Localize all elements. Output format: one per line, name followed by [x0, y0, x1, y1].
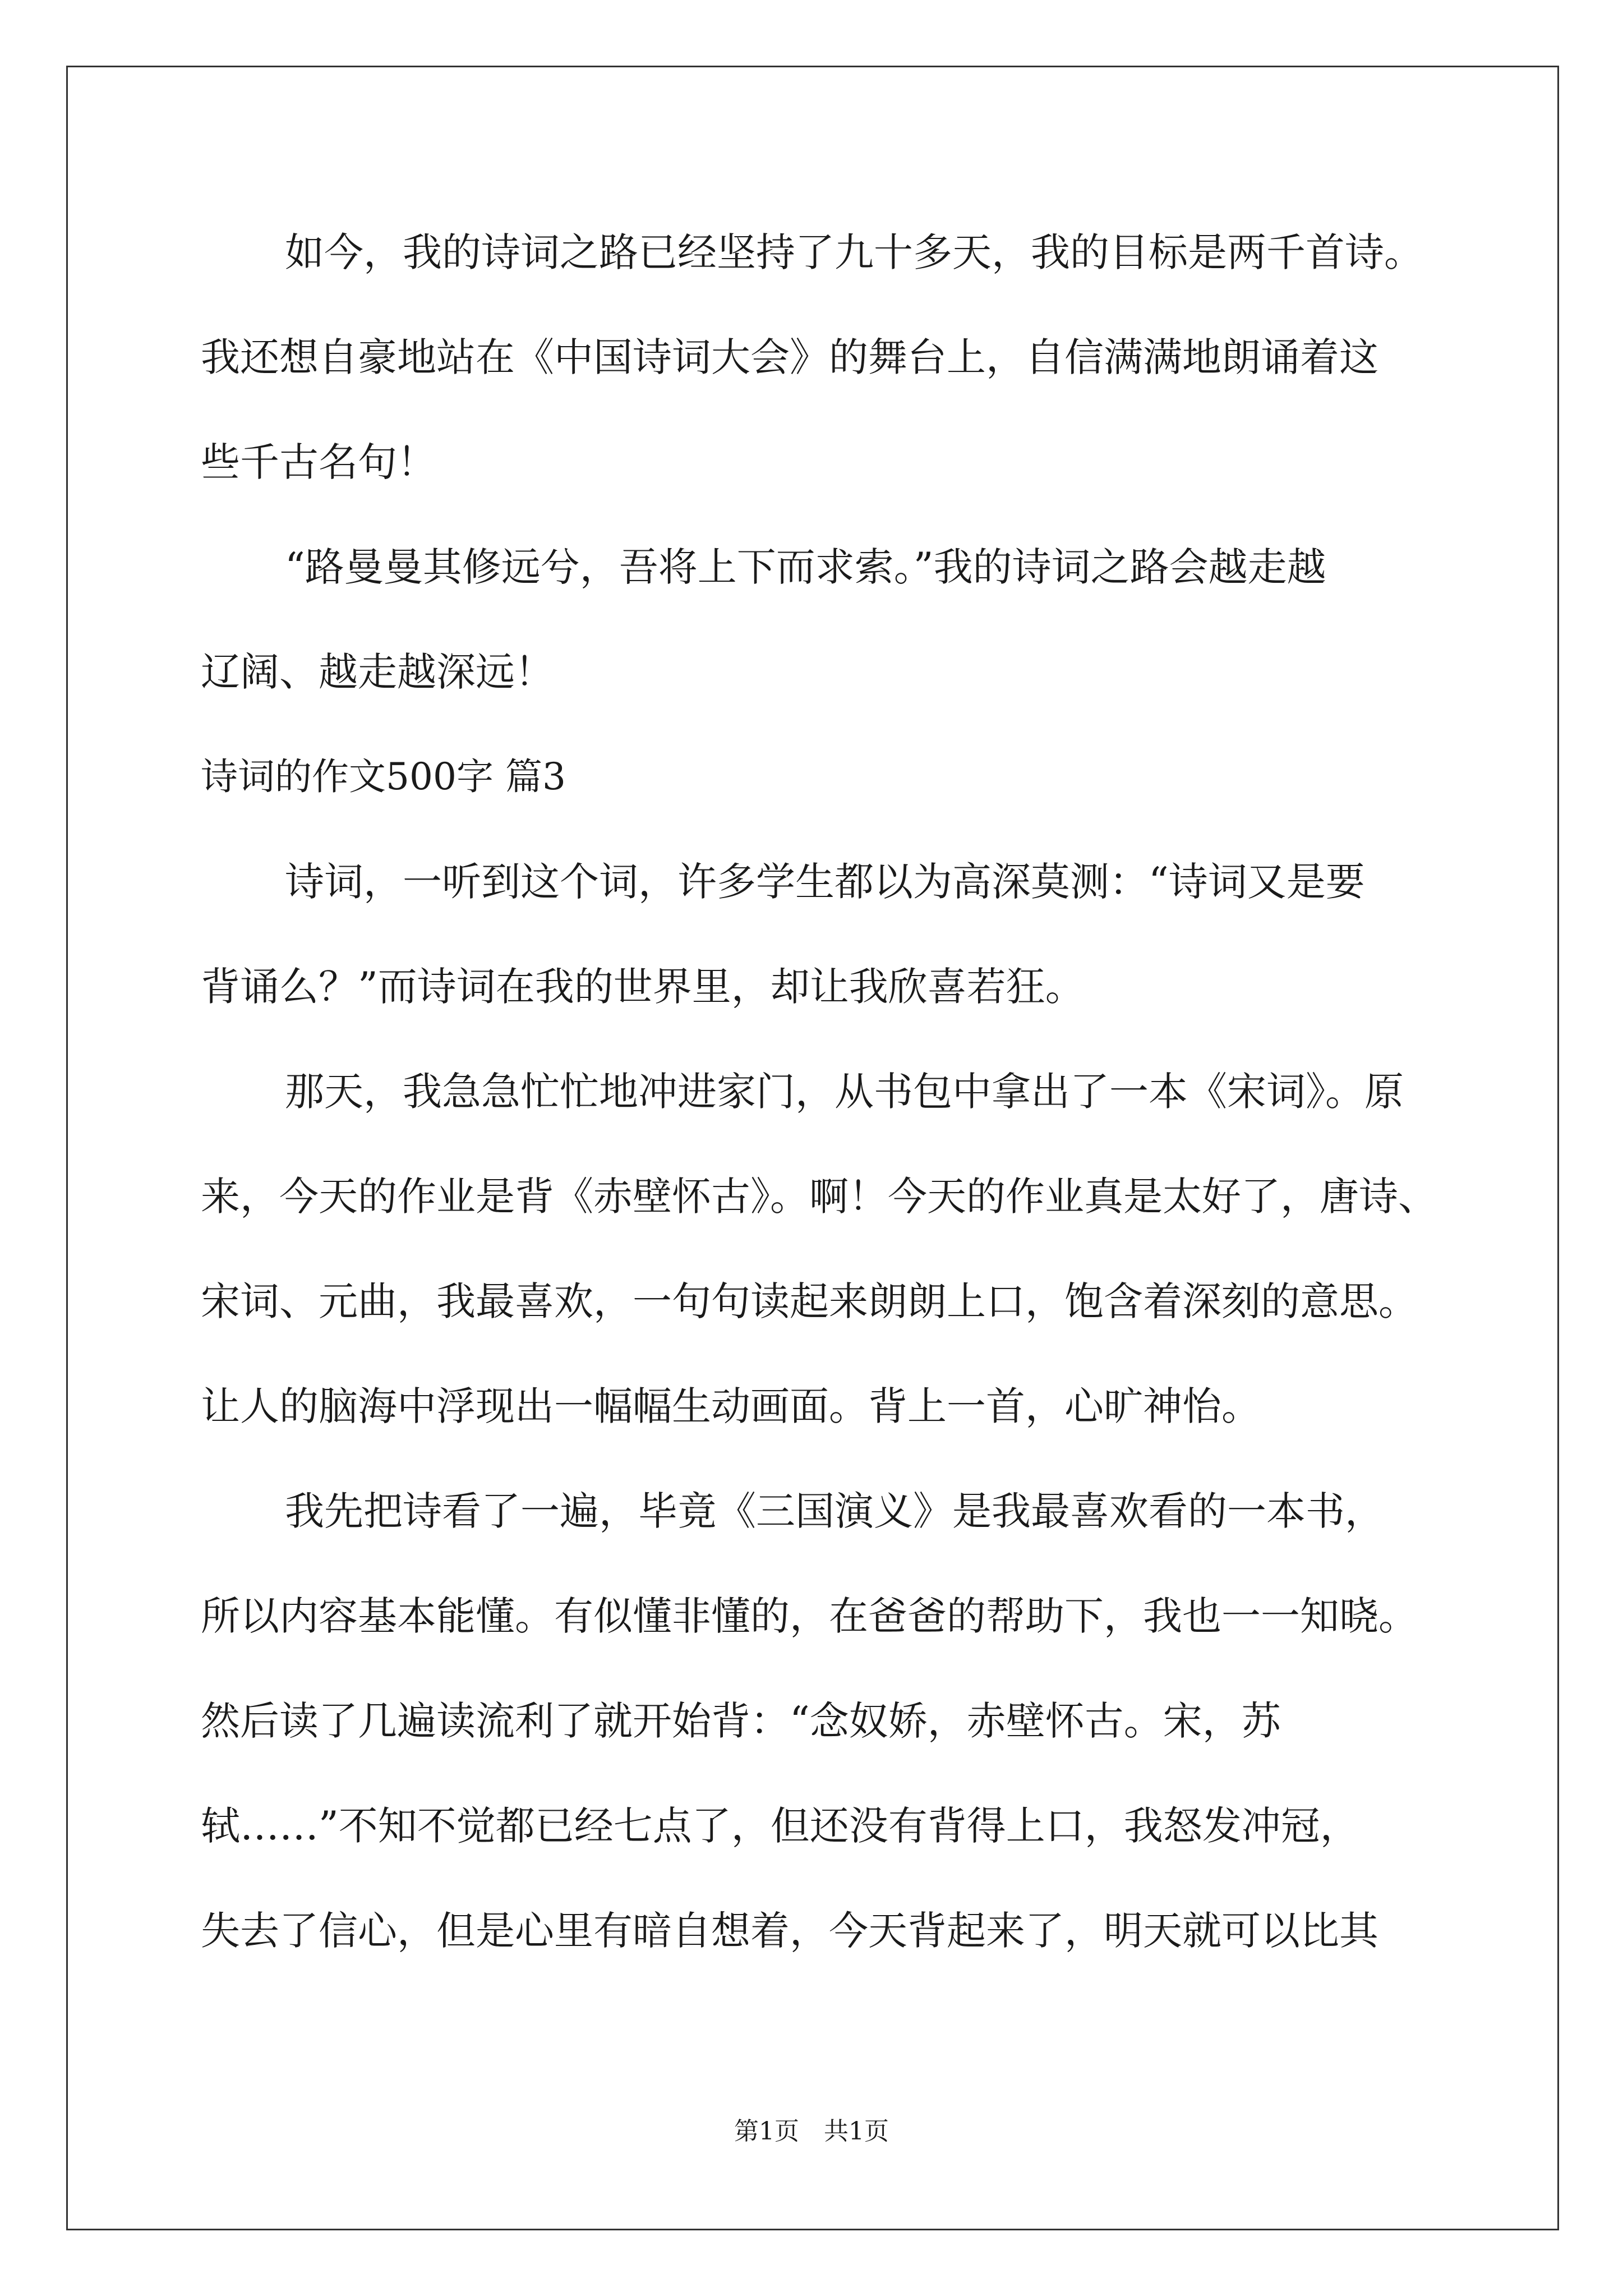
page-number: 第1页 共1页	[734, 2117, 889, 2146]
section-heading: 诗词的作文500字 篇3	[201, 755, 566, 798]
text-line: 让人的脑海中浮现出一幅幅生动画面。背上一首，心旷神怡。	[201, 1383, 1261, 1429]
text-line: 来，今天的作业是背《赤壁怀古》。啊！今天的作业真是太好了，唐诗、	[201, 1174, 1437, 1220]
text-line: 宋词、元曲，我最喜欢，一句句读起来朗朗上口，饱含着深刻的意思。	[201, 1278, 1418, 1324]
text-line: 些千古名句！	[201, 439, 436, 485]
text-line: 失去了信心，但是心里有暗自想着，今天背起来了，明天就可以比其	[201, 1908, 1378, 1954]
text-line: 如今，我的诗词之路已经坚持了九十多天，我的目标是两千首诗。	[285, 229, 1423, 275]
text-line: 辽阔、越走越深远！	[201, 649, 554, 695]
text-line: 诗词，一听到这个词，许多学生都以为高深莫测：“诗词又是要	[285, 859, 1365, 905]
text-line: 然后读了几遍读流利了就开始背：“念奴娇，赤壁怀古。宋，苏	[201, 1698, 1281, 1744]
text-line: 那天，我急急忙忙地冲进家门，从书包中拿出了一本《宋词》。原	[285, 1069, 1404, 1115]
text-line: 所以内容基本能懂。有似懂非懂的，在爸爸的帮助下，我也一一知晓。	[201, 1593, 1418, 1639]
text-line: 背诵么？”而诗词在我的世界里，却让我欣喜若狂。	[201, 964, 1085, 1010]
text-line: 我先把诗看了一遍，毕竟《三国演义》是我最喜欢看的一本书，	[285, 1488, 1384, 1534]
text-line: 我还想自豪地站在《中国诗词大会》的舞台上，自信满满地朗诵着这	[201, 334, 1378, 380]
text-line: 轼……”不知不觉都已经七点了，但还没有背得上口，我怒发冲冠，	[201, 1803, 1359, 1849]
text-line: “路曼曼其修远兮，吾将上下而求索。”我的诗词之路会越走越	[285, 544, 1326, 590]
document-body	[201, 213, 1451, 1996]
